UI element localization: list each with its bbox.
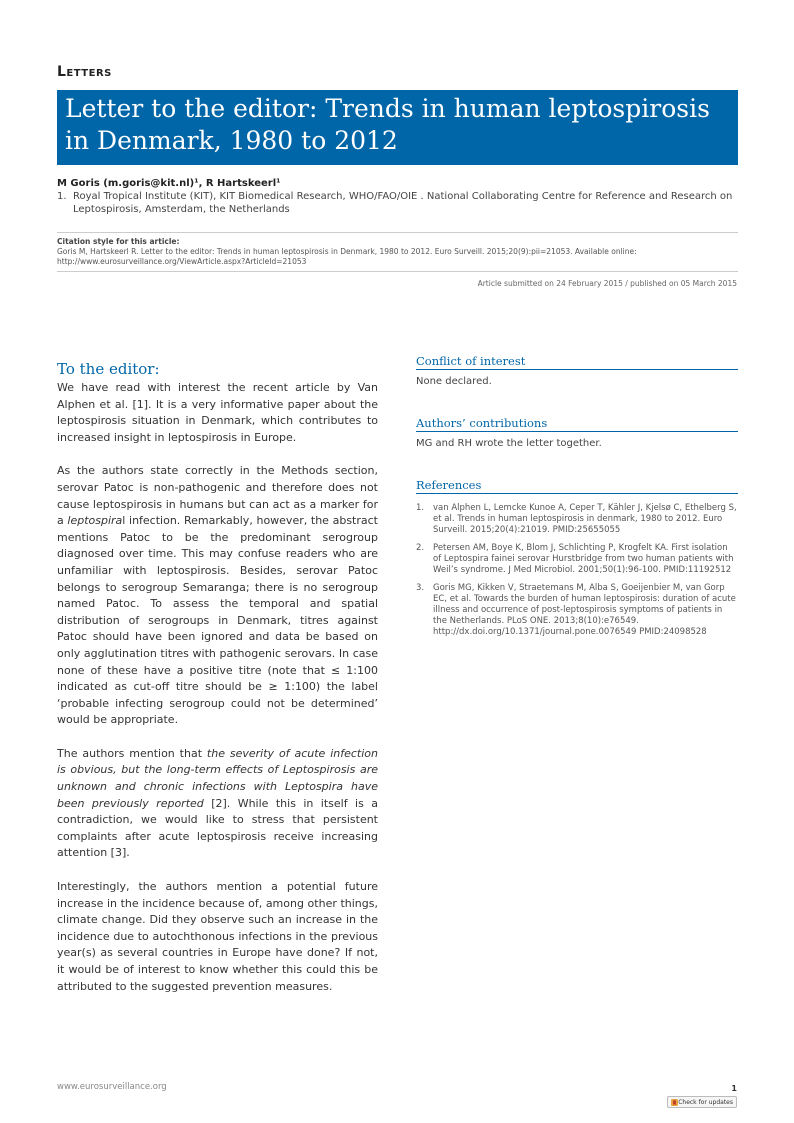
text-run: [2]. While this in itself is a contradiction, we would like to stress that persistent complaints after acute leptospirosis receive increasing attention [3]. bbox=[57, 796, 378, 860]
divider bbox=[57, 271, 738, 272]
reference-item bbox=[416, 503, 738, 536]
article-title: Letter to the editor: Trends in human leptospirosis in Denmark, 1980 to 2012 bbox=[65, 94, 710, 155]
contributions-heading: Authors’ contributions bbox=[416, 416, 738, 432]
citation-block bbox=[57, 237, 738, 267]
text-run: l infection. Remarkably, however, the abstract mentions Patoc to be the predominant serogroup diagnosed over time. This may confuse readers who are unfamiliar with leptospirosis. Besides, serovar Patoc belongs to serogroup Semaranga; there is no serogroup named Patoc. To assess the temporal and spatial distribution of serogroups in Denmark, titres against Patoc should have been ignored and data be based on only agglutination titres with pathogenic serovars. In case none of these have a positive titre (note that ≤ 1:100 indicated as cut-off titre should be ≥ 1:100) the label ‘probable infecting serogroup could not be determined’ would be appropriate. bbox=[57, 514, 378, 727]
sidebar bbox=[416, 354, 738, 645]
conflict-heading: Conflict of interest bbox=[416, 354, 738, 370]
affiliation bbox=[57, 190, 738, 216]
reference-number: 2. bbox=[416, 543, 425, 553]
citation-label: Citation style for this article: bbox=[57, 237, 180, 246]
paragraph bbox=[57, 463, 378, 729]
affiliation-number: 1. bbox=[57, 191, 67, 202]
check-for-updates-badge[interactable] bbox=[667, 1096, 737, 1108]
reference-text: van Alphen L, Lemcke Kunoe A, Ceper T, Kähler J, Kjelsø C, Ethelberg S, et al. Trends in human leptospirosis in denmark, 1980 to 2012. Euro Surveill. 2015;20(4):21019. PMID:25655055 bbox=[433, 503, 737, 535]
citation-text: Goris M, Hartskeerl R. Letter to the editor: Trends in human leptospirosis in Denmark, 1980 to 2012. Euro Surveill. 2015;20(9):pii=21053. Available online: http://www.eurosurveillance.org/ViewArticle.aspx?ArticleId=21053 bbox=[57, 247, 637, 266]
reference-item bbox=[416, 583, 738, 638]
reference-number: 1. bbox=[416, 503, 425, 513]
text-run: As the authors state correctly in the Methods section, serovar Patoc is non-pathogenic and therefore does not cause leptospirosis in humans but can act as a marker for a bbox=[57, 464, 378, 528]
reference-list bbox=[416, 503, 738, 638]
crossmark-icon bbox=[671, 1099, 678, 1106]
section-label: Letters bbox=[57, 64, 112, 80]
text-run: The authors mention that bbox=[57, 746, 207, 760]
paragraph bbox=[57, 746, 378, 862]
references-heading: References bbox=[416, 478, 738, 494]
salutation-heading: To the editor: bbox=[57, 360, 160, 378]
reference-text: Petersen AM, Boye K, Blom J, Schlichting P, Krogfelt KA. First isolation of Leptospira fainei serovar Hurstbridge from two human patients with Weil’s syndrome. J Med Microbiol. 2001;50(1):96-100. PMID:11192512 bbox=[433, 543, 734, 575]
paragraph: Interestingly, the authors mention a potential future increase in the incidence because of, among other things, climate change. Did they observe such an increase in the incidence due to autochthonous infections in the previous year(s) as several countries in Europe have done? If not, it would be of interest to know whether this could this be attributed to the suggested prevention measures. bbox=[57, 880, 378, 993]
italic-run: the severity of acute infection is obvious, but the long-term effects of Leptospirosis are unknown and chronic infections with Leptospira have been previously reported bbox=[57, 746, 378, 810]
paragraph: We have read with interest the recent article by Van Alphen et al. [1]. It is a very informative paper about the leptospirosis situation in Denmark, which contributes to increased insight in leptospirosis in Europe. bbox=[57, 381, 378, 444]
page-number: 1 bbox=[731, 1084, 737, 1093]
affiliation-text: Royal Tropical Institute (KIT), KIT Biomedical Research, WHO/FAO/OIE . National Collaborating Centre for Reference and Research on Leptospirosis, Amsterdam, the Netherlands bbox=[73, 191, 733, 215]
submission-dates: Article submitted on 24 February 2015 / published on 05 March 2015 bbox=[477, 279, 737, 288]
reference-item bbox=[416, 543, 738, 576]
divider bbox=[57, 232, 738, 233]
author-line: M Goris (m.goris@kit.nl)¹, R Hartskeerl¹ bbox=[57, 178, 281, 189]
footer-url[interactable]: www.eurosurveillance.org bbox=[57, 1082, 167, 1092]
italic-run: leptospira bbox=[67, 514, 123, 528]
letter-body bbox=[57, 360, 378, 1012]
reference-number: 3. bbox=[416, 583, 425, 593]
reference-text: Goris MG, Kikken V, Straetemans M, Alba S, Goeijenbier M, van Gorp EC, et al. Towards the burden of human leptospirosis: duration of acute illness and occurrence of post-leptospirosis symptoms of patients in the Netherlands. PLoS ONE. 2013;8(10):e76549. http://dx.doi.org/10.1371/journal.pone.0076549 PMID:24098528 bbox=[433, 583, 736, 637]
contributions-text: MG and RH wrote the letter together. bbox=[416, 438, 602, 449]
badge-label: Check for updates bbox=[678, 1099, 733, 1106]
conflict-text: None declared. bbox=[416, 376, 492, 387]
title-band bbox=[57, 90, 738, 165]
